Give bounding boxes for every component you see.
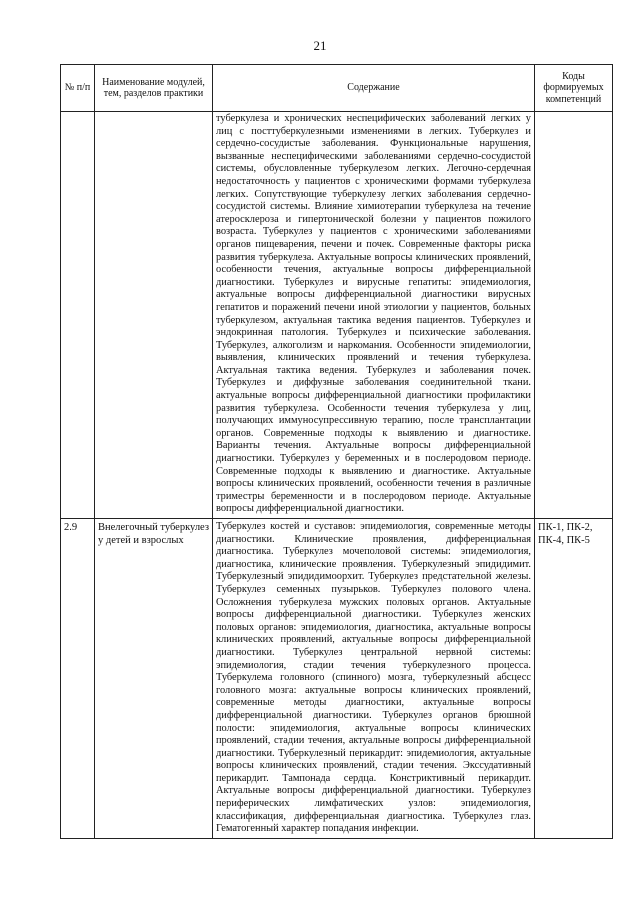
table-row bbox=[61, 112, 613, 519]
row-num: 2.9 bbox=[61, 519, 95, 839]
row-content: туберкулеза и хронических неспецифических заболеваний легких у лиц с посттуберкулезными изменениями в легких. Туберкулез и сердечно-сосудистые заболевания. Функциональные нарушения, вызванные неспецифическими заболеваниями сердечно-сосудистой системы, обусловленные туберкулезом легких. Легочно-сердечная недостаточность у пациентов с хроническими формами туберкулеза легких. Сопутствующие туберкулезу легких заболевания сердечно-сосудистой системы. Влияние химиотерапии туберкулеза на течение атеросклероза и гипертонической болезни у пациентов пожилого возраста. Туберкулез у пациентов с хроническими заболеваниями органов пищеварения, печени и почек. Современные факторы риска развития туберкулеза. Актуальные вопросы клинических проявлений, особенности течения, актуальные вопросы дифференциальной диагностики. Туберкулез и вирусные гепатиты: эпидемиология, актуальные вопросы дифференциальной диагностики вирусных гепатитов и поражений печени иной этиологии у пациентов, больных туберкулезом, актуальная тактика ведения пациентов. Туберкулез и эндокринная патология. Туберкулез и психические заболевания. Туберкулез, алкоголизм и наркомания. Особенности эпидемиологии, выявления, клинических проявлений и течения туберкулеза. Актуальная тактика ведения. Туберкулез и заболевания почек. Туберкулез и диффузные заболевания соединительной ткани. актуальные вопросы дифференциальной диагностики профилактики развития туберкулеза. Особенности течения туберкулеза у лиц, получающих иммуносупрессивную терапию, после трансплантации органов. Современные подходы к выявлению и диагностике. Варианты течения. Актуальные вопросы дифференциальной диагностики. Туберкулез у беременных и в послеродовом периоде. Современные подходы к выявлению и диагностике. Актуальные вопросы клинических проявлений, особенности течения в различные триместры беременности и в послеродовом периоде. Актуальные вопросы дифференциальной диагностики. bbox=[213, 112, 535, 519]
row-num bbox=[61, 112, 95, 519]
header-num: № п/п bbox=[61, 65, 95, 112]
header-codes: Коды формируемых компетенций bbox=[535, 65, 613, 112]
row-codes: ПК-1, ПК-2, ПК-4, ПК-5 bbox=[535, 519, 613, 839]
row-name: Внелегочный туберкулез у детей и взрослых bbox=[95, 519, 213, 839]
row-name bbox=[95, 112, 213, 519]
table-row bbox=[61, 519, 613, 839]
row-content: Туберкулез костей и суставов: эпидемиология, современные методы диагностики. Клинические проявления, дифференциальная диагностика. Туберкулез мочеполовой системы: эпидемиология, диагностика, клинические проявления. Туберкулезный эпидидимит. Туберкулезный эпидидимоорхит. Туберкулез предстательной железы. Туберкулез семенных пузырьков. Туберкулез полового члена. Осложнения туберкулеза мужских половых органов. Актуальные вопросы дифференциальной диагностики. Туберкулез женских половых органов: эпидемиология, диагностика, актуальные вопросы клинических проявлений, актуальные вопросы дифференциальной диагностики. Туберкулез центральной нервной системы: эпидемиология, стадии течения туберкулезного процесса. Туберкулема головного (спинного) мозга, туберкулезный абсцесс головного мозга: актуальные вопросы клинических проявлений, современные методы диагностики, актуальные вопросы дифференциальной диагностики. Туберкулез органов брюшной полости: эпидемиология, актуальные вопросы клинических проявлений, стадии течения, актуальные вопросы дифференциальной диагностики. Туберкулезный перикардит: эпидемиология, актуальные вопросы клинических проявлений, стадии течения. Экссудативный перикардит. Тампонада сердца. Констриктивный перикардит. Актуальные вопросы дифференциальной диагностики. Туберкулез периферических лимфатических узлов: эпидемиология, классификация, дифференциальная диагностика. Туберкулез глаз. Гематогенный характер попадания инфекции. bbox=[213, 519, 535, 839]
header-name: Наименование модулей, тем, разделов практики bbox=[95, 65, 213, 112]
page-number: 21 bbox=[313, 38, 327, 53]
table-header-row bbox=[61, 65, 613, 112]
header-content: Содержание bbox=[213, 65, 535, 112]
row-codes bbox=[535, 112, 613, 519]
practice-content-table bbox=[60, 64, 613, 839]
